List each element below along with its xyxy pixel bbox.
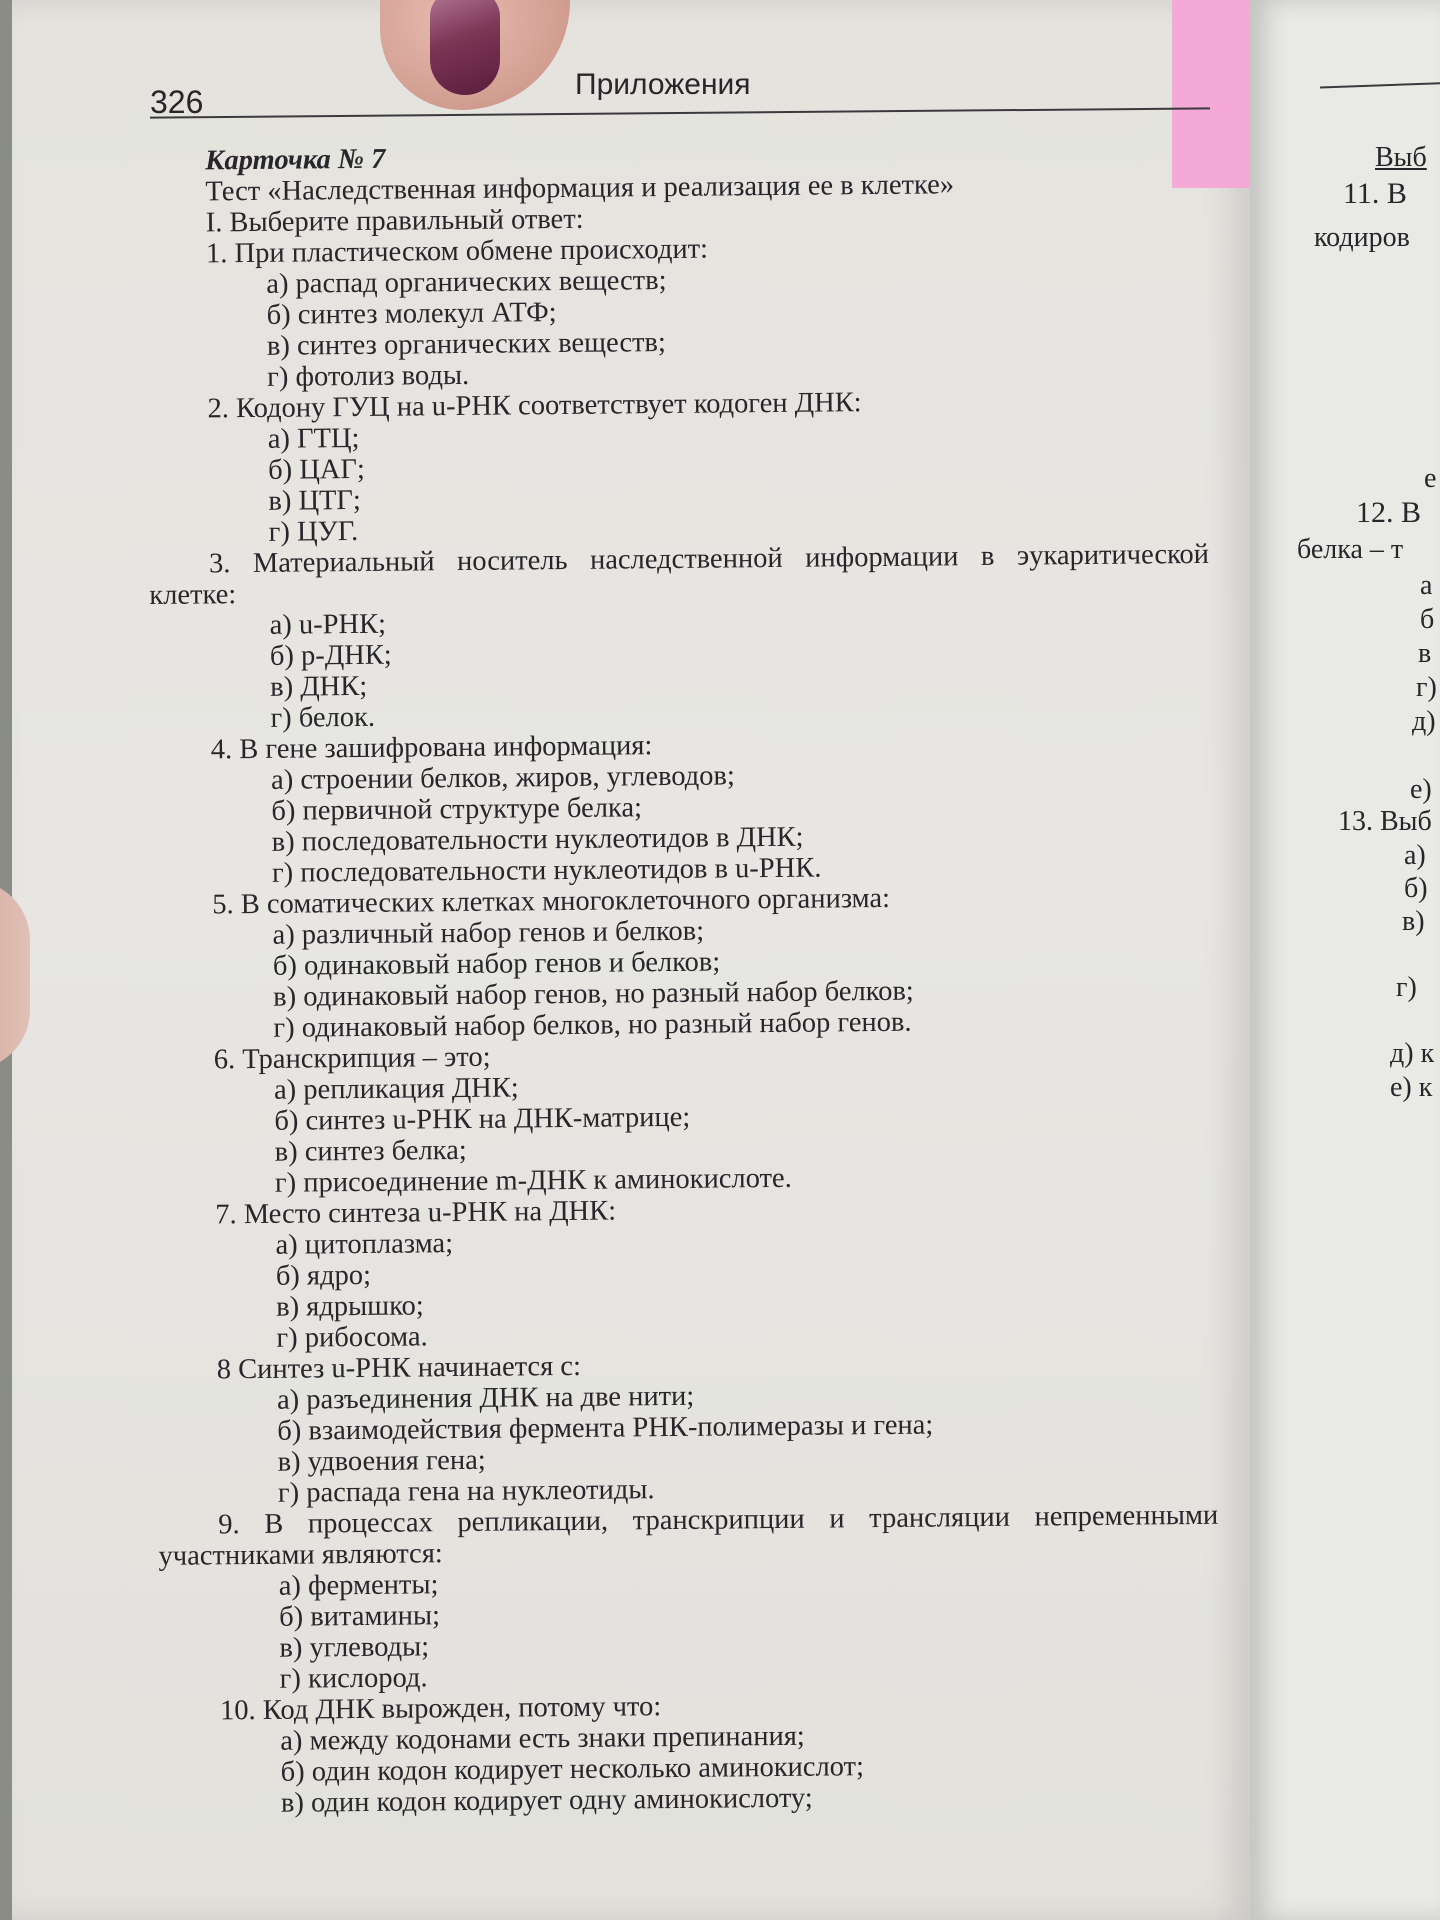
question-text: 1. При пластическом обмене происходит: (205, 233, 709, 270)
right-page-line: а) (1404, 840, 1426, 871)
question (157, 1345, 1218, 1510)
answer-option: а) различный набор генов и белков; (272, 915, 705, 951)
question (154, 1035, 1215, 1200)
page-number: 326 (150, 84, 204, 120)
answer-option: в) синтез белка; (274, 1134, 467, 1168)
answer-option: в) синтез органических веществ; (266, 327, 667, 362)
question-text: 7. Место синтеза u-РНК на ДНК: (215, 1195, 617, 1231)
answer-option: в) ЦТГ; (268, 484, 362, 517)
answer-option: а) ферменты; (278, 1569, 439, 1602)
right-page-line: а (1420, 570, 1433, 601)
right-page-line: 12. В (1356, 496, 1422, 529)
answer-option: г) последовательности нуклеотидов в u-РНК. (271, 852, 822, 889)
question-text: 10. Код ДНК вырожден, потому что: (219, 1691, 662, 1727)
answer-option: в) одинаковый набор генов, но разный набор белков; (273, 975, 914, 1013)
answer-option: б) ЦАГ; (267, 453, 365, 486)
answer-option: а) между кодонами есть знаки препинания; (280, 1720, 805, 1757)
right-page-line: 13. Выб (1338, 806, 1432, 837)
right-page-line: б) (1404, 873, 1428, 904)
right-page-line: д) к (1390, 1038, 1435, 1069)
answer-option: а) цитоплазма; (275, 1228, 454, 1261)
answer-option: б) одинаковый набор генов и белков; (272, 946, 721, 982)
answer-option: б) р-ДНК; (269, 639, 392, 672)
right-page-line: кодиров (1314, 222, 1410, 253)
answer-option: в) ядрышко; (276, 1290, 424, 1323)
answer-options (160, 1717, 1221, 1820)
answer-option: г) белок. (270, 701, 376, 734)
right-page-line: г) (1396, 972, 1417, 1003)
question-text: 4. В гене зашифрована информация: (210, 730, 653, 766)
right-page-line: в (1418, 638, 1432, 669)
answer-option: в) один кодон кодирует одну аминокислоту; (280, 1782, 813, 1819)
right-page-line: е) к (1390, 1072, 1433, 1103)
answer-option: б) витамины; (278, 1600, 441, 1633)
answer-option: а) строении белков, жиров, углеводов; (270, 760, 736, 796)
answer-option: б) синтез u-РНК на ДНК-матрице; (274, 1101, 691, 1137)
answer-options (149, 601, 1210, 735)
answer-option: б) один кодон кодирует несколько аминокислот; (280, 1751, 865, 1788)
right-page-line: в) (1402, 906, 1425, 937)
question-text: 8 Синтез u-РНК начинается с: (216, 1350, 582, 1386)
answer-option: а) u-РНК; (269, 608, 387, 641)
answer-option: в) ДНК; (270, 670, 368, 703)
right-page-line: б (1420, 604, 1435, 635)
section-title: I. Выберите правильный ответ: (205, 203, 584, 239)
answer-options (157, 1376, 1218, 1510)
right-page-line: белка – т (1297, 534, 1404, 565)
test-title: Тест «Наследственная информация и реализация ее в клетке» (205, 169, 955, 208)
right-page-line: 11. В (1343, 177, 1407, 210)
answer-option: в) последовательности нуклеотидов в ДНК; (271, 821, 804, 858)
right-page-text (1250, 0, 1440, 1920)
answer-option: а) репликация ДНК; (273, 1072, 519, 1106)
question (146, 229, 1207, 394)
answer-option: б) синтез молекул АТФ; (266, 297, 557, 331)
fingernail (430, 0, 500, 95)
answer-option: г) фотолиз воды. (267, 359, 470, 393)
answer-options (154, 1066, 1215, 1200)
question-text: 9. В процессах репликации, транскрипции и трансляции непременными участниками являются: (158, 1499, 1219, 1572)
answer-options (159, 1562, 1220, 1696)
question-text: 2. Кодону ГУЦ на u-РНК соответствует кодоген ДНК: (207, 387, 862, 425)
answer-options (146, 260, 1207, 394)
answer-option: а) ГТЦ; (267, 422, 360, 455)
answer-option: г) ЦУГ. (268, 515, 359, 548)
answer-option: г) присоединение m-ДНК к аминокислоте. (274, 1162, 792, 1199)
question-text: 6. Транскрипция – это; (213, 1041, 491, 1076)
question (152, 880, 1213, 1045)
right-page (1250, 0, 1440, 1920)
answer-option: а) разъединения ДНК на две нити; (276, 1380, 695, 1416)
right-page-line: е) (1410, 774, 1432, 805)
answer-option: б) ядро; (275, 1259, 372, 1292)
answer-option: б) первичной структуре белка; (271, 792, 643, 827)
right-page-line: д) (1412, 706, 1436, 737)
answer-option: г) кислород. (279, 1662, 428, 1695)
answer-option: а) распад органических веществ; (266, 265, 667, 300)
right-page-line: Выб (1375, 142, 1427, 173)
answer-option: г) рибосома. (276, 1321, 428, 1354)
answer-options (152, 911, 1213, 1045)
answer-option: в) углеводы; (279, 1631, 430, 1664)
answer-options (148, 415, 1209, 549)
answer-options (151, 756, 1212, 890)
right-page-line: е (1424, 463, 1437, 494)
test-card (145, 136, 1221, 1820)
question (155, 1190, 1216, 1355)
answer-options (155, 1221, 1216, 1355)
answer-option: г) одинаковый набор белков, но разный набор генов. (273, 1006, 912, 1044)
question (160, 1686, 1221, 1820)
answer-option: б) взаимодействия фермента РНК-полимеразы и гена; (277, 1409, 934, 1447)
running-head: Приложения (575, 68, 751, 101)
answer-option: в) удвоения гена; (277, 1444, 486, 1478)
answer-option: г) распада гена на нуклеотиды. (277, 1474, 655, 1509)
question (149, 539, 1211, 735)
question (158, 1500, 1220, 1696)
question (151, 725, 1212, 890)
card-title: Карточка № 7 (204, 143, 386, 177)
question-text: 3. Материальный носитель наследственной информации в эукаритической клетке: (149, 538, 1210, 611)
right-page-line: г) (1416, 672, 1437, 703)
question-text: 5. В соматических клетках многоклеточного организма: (212, 882, 891, 921)
question (147, 384, 1208, 549)
